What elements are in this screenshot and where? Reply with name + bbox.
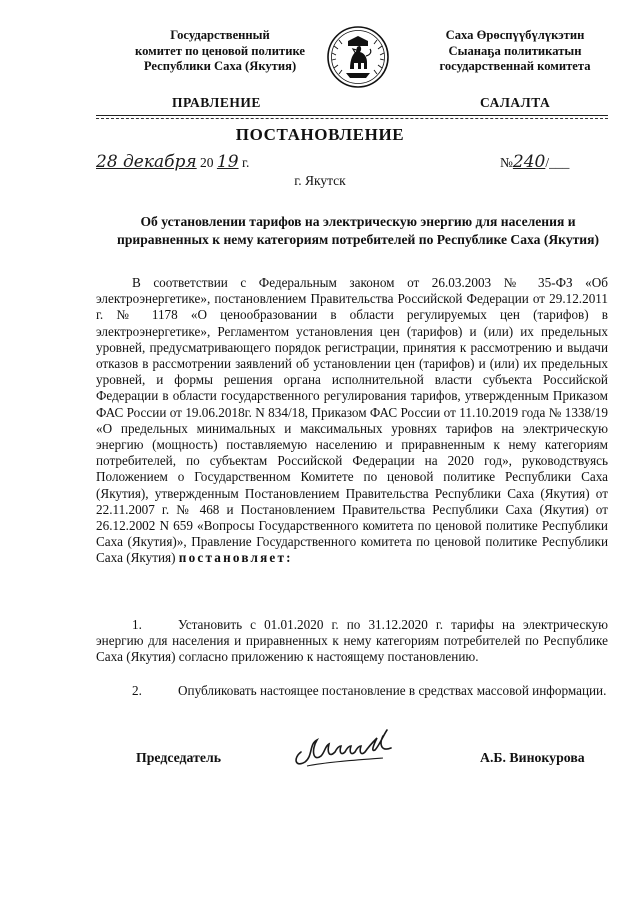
date-year-handwritten: 19	[216, 152, 239, 172]
committee-name-sah-line-1: Саха Өрөспүүбүлүкэтин	[445, 28, 585, 42]
item-number: 1.	[132, 617, 142, 632]
handwritten-signature	[287, 722, 399, 774]
header-divider-dashed	[96, 118, 608, 119]
number-suffix: /___	[545, 155, 570, 170]
committee-name-sah-line-3: государственнай комитета	[439, 59, 591, 73]
preamble-paragraph	[96, 275, 608, 567]
header-divider	[96, 115, 608, 116]
resolution-item	[96, 617, 608, 666]
number-prefix: №	[500, 155, 513, 170]
number-handwritten: 240	[512, 152, 546, 172]
item-text: Установить с 01.01.2020 г. по 31.12.2020 г. тарифы на электрическую энергию для населения и приравненных к нему категориям потребителей по Республике Саха (Якутия) согласно приложению к настоящему постановлению.	[96, 617, 608, 665]
board-label-yakut: САЛАЛТА	[480, 95, 551, 110]
date-day-month-handwritten: 28 декабря	[96, 152, 197, 172]
committee-name-sah-line-2: Сыанаҕа политикатын	[448, 43, 582, 58]
preamble-text: В соответствии с Федеральным законом от 26.03.2003 № 35-ФЗ «Об электроэнергетике», постановлением Правительства Российской Федерации от 29.12.2011 г. № 1178 «О ценообразовании в области регулируемых цен (тарифов) в электроэнергетике», Регламентом установления цен (тарифов) и (или) их предельных уровней, предусматривающего порядок регистрации, принятия к рассмотрению и выдачи отказов в рассмотрении заявлений об установлении цен (тарифов) и (или) их предельных уровней, и формы решения органа исполнительной власти субъекта Российской Федерации в области государственного регулирования тарифов, утвержденным Приказом ФАС России от 19.06.2018г. N 834/18, Приказом ФАС России от 11.10.2019 года № 1338/19 «О предельных минимальных и максимальных уровнях тарифов на электрическую энергию (мощность) поставляемую населению и приравненным к нему категориям потребителей, по субъектам Российской Федерации на 2020 год», руководствуясь Положением о Государственном Комитете по ценовой политике Республики Саха (Якутия), утвержденным Постановлением Правительства Республики Саха (Якутия) от 22.11.2007 г. № 468 и Постановлением Правительства Республики Саха (Якутия) от 26.12.2002 N 659 «Вопросы Государственного комитета по ценовой политике Республики Саха (Якутия)», Правление Государственного комитета по ценовой политике Республики Саха (Якутия)	[96, 275, 608, 566]
item-text: Опубликовать настоящее постановление в средствах массовой информации.	[178, 683, 607, 698]
committee-name-russian	[110, 28, 330, 75]
committee-name-ru-line-2: комитет по ценовой политике	[135, 43, 305, 58]
committee-name-yakut	[410, 28, 620, 75]
resolves-keyword: постановляет:	[178, 550, 293, 566]
document-city: г. Якутск	[294, 173, 346, 188]
coat-of-arms-icon	[326, 25, 390, 89]
signatory-name: А.Б. Винокурова	[480, 750, 585, 765]
committee-name-ru-line-3: Республики Саха (Якутия)	[143, 59, 297, 73]
date-suffix: г.	[241, 155, 250, 170]
committee-name-ru-line-1: Государственный	[170, 28, 270, 42]
document-number	[500, 152, 569, 172]
item-number: 2.	[132, 683, 142, 698]
resolution-item	[96, 683, 608, 699]
board-label-russian: ПРАВЛЕНИЕ	[172, 95, 261, 110]
document-type: ПОСТАНОВЛЕНИЕ	[235, 125, 405, 144]
date-year-prefix: 20	[200, 155, 214, 170]
document-date	[96, 152, 249, 172]
signatory-position: Председатель	[136, 750, 222, 765]
document-title: Об установлении тарифов на электрическую энергию для населения и приравненных к нему категориям потребителей по Республике Саха (Якутия)	[116, 214, 600, 247]
